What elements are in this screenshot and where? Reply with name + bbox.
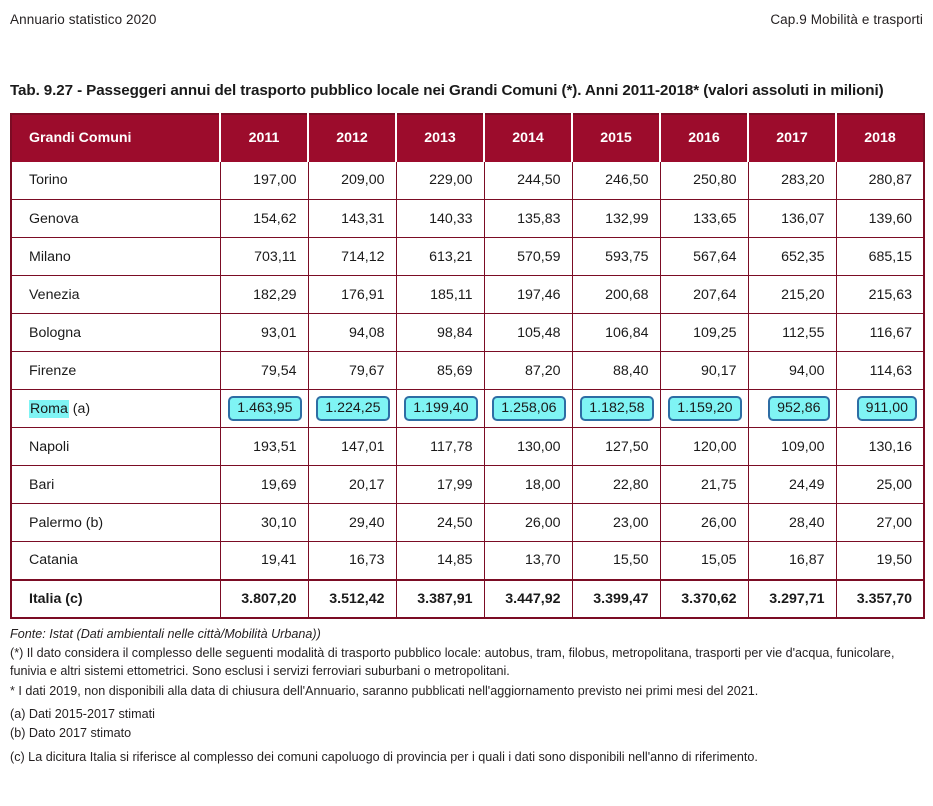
data-cell: 79,54	[220, 352, 308, 390]
note-asterisk-2: * I dati 2019, non disponibili alla data di chiusura dell'Annuario, saranno pubblicati nell'aggiornamento previsto nei primi mesi del 2021.	[10, 683, 759, 698]
row-label-napoli: Napoli	[11, 428, 220, 466]
highlighted-value-box: 1.258,06	[492, 396, 565, 421]
running-head	[10, 0, 923, 34]
row-label-torino: Torino	[11, 162, 220, 200]
data-cell: 19,50	[836, 542, 924, 580]
row-label-footnote-marker: (a)	[68, 400, 91, 417]
data-cell: 246,50	[572, 162, 660, 200]
data-cell: 3.512,42	[308, 580, 396, 618]
data-cell: 22,80	[572, 466, 660, 504]
data-cell: 19,69	[220, 466, 308, 504]
data-cell: 109,00	[748, 428, 836, 466]
table-row	[11, 542, 924, 580]
data-cell: 215,63	[836, 276, 924, 314]
data-cell: 23,00	[572, 504, 660, 542]
data-cell: 136,07	[748, 200, 836, 238]
data-cell: 140,33	[396, 200, 484, 238]
data-cell: 197,00	[220, 162, 308, 200]
data-cell: 197,46	[484, 276, 572, 314]
running-head-left: Annuario statistico 2020	[10, 12, 157, 27]
table-body	[11, 162, 924, 618]
data-cell: 652,35	[748, 238, 836, 276]
passengers-table	[10, 113, 925, 619]
row-label-catania: Catania	[11, 542, 220, 580]
data-cell: 3.447,92	[484, 580, 572, 618]
column-header-2018: 2018	[836, 114, 924, 162]
note-b: (b) Dato 2017 stimato	[10, 726, 132, 741]
data-cell: 30,10	[220, 504, 308, 542]
data-cell: 570,59	[484, 238, 572, 276]
data-cell: 685,15	[836, 238, 924, 276]
data-cell: 143,31	[308, 200, 396, 238]
row-label-milano: Milano	[11, 238, 220, 276]
data-cell: 283,20	[748, 162, 836, 200]
data-cell: 147,01	[308, 428, 396, 466]
data-cell: 703,11	[220, 238, 308, 276]
table-row	[11, 200, 924, 238]
data-cell: 106,84	[572, 314, 660, 352]
table-header	[11, 114, 924, 162]
data-cell: 154,62	[220, 200, 308, 238]
data-cell: 133,65	[660, 200, 748, 238]
data-cell: 16,73	[308, 542, 396, 580]
data-cell: 116,67	[836, 314, 924, 352]
data-cell: 229,00	[396, 162, 484, 200]
row-label-genova: Genova	[11, 200, 220, 238]
data-cell: 207,64	[660, 276, 748, 314]
data-cell: 3.807,20	[220, 580, 308, 618]
data-cell: 593,75	[572, 238, 660, 276]
row-label-venezia: Venezia	[11, 276, 220, 314]
data-cell: 18,00	[484, 466, 572, 504]
data-cell: 87,20	[484, 352, 572, 390]
column-header-2011: 2011	[220, 114, 308, 162]
row-label-firenze: Firenze	[11, 352, 220, 390]
data-cell: 90,17	[660, 352, 748, 390]
table-row	[11, 580, 924, 618]
data-cell: 193,51	[220, 428, 308, 466]
row-label-italiac: Italia (c)	[11, 580, 220, 618]
data-cell	[484, 390, 572, 428]
data-cell: 94,08	[308, 314, 396, 352]
data-cell: 3.387,91	[396, 580, 484, 618]
data-cell: 109,25	[660, 314, 748, 352]
column-header-2014: 2014	[484, 114, 572, 162]
data-cell	[836, 390, 924, 428]
row-label-bari: Bari	[11, 466, 220, 504]
column-header-2012: 2012	[308, 114, 396, 162]
data-cell: 13,70	[484, 542, 572, 580]
column-header-2013: 2013	[396, 114, 484, 162]
row-label-roma	[11, 390, 220, 428]
data-cell: 29,40	[308, 504, 396, 542]
highlighted-value-box: 1.199,40	[404, 396, 477, 421]
data-cell: 112,55	[748, 314, 836, 352]
data-cell: 567,64	[660, 238, 748, 276]
note-c: (c) La dicitura Italia si riferisce al complesso dei comuni capoluogo di provincia per i quali i dati sono disponibili nell'anno di riferimento.	[10, 749, 758, 764]
data-cell: 26,00	[660, 504, 748, 542]
highlighted-value-box: 1.224,25	[316, 396, 389, 421]
note-a: (a) Dati 2015-2017 stimati	[10, 707, 155, 722]
data-cell: 19,41	[220, 542, 308, 580]
data-cell: 200,68	[572, 276, 660, 314]
data-cell: 182,29	[220, 276, 308, 314]
data-cell: 3.370,62	[660, 580, 748, 618]
data-cell: 132,99	[572, 200, 660, 238]
data-cell: 17,99	[396, 466, 484, 504]
data-cell: 105,48	[484, 314, 572, 352]
data-cell: 130,00	[484, 428, 572, 466]
data-cell: 120,00	[660, 428, 748, 466]
data-cell: 130,16	[836, 428, 924, 466]
data-cell: 3.399,47	[572, 580, 660, 618]
data-cell: 127,50	[572, 428, 660, 466]
data-cell: 244,50	[484, 162, 572, 200]
data-cell	[396, 390, 484, 428]
data-cell: 215,20	[748, 276, 836, 314]
data-cell: 85,69	[396, 352, 484, 390]
data-cell: 79,67	[308, 352, 396, 390]
data-cell: 16,87	[748, 542, 836, 580]
table-row	[11, 314, 924, 352]
data-cell: 209,00	[308, 162, 396, 200]
table-row	[11, 238, 924, 276]
data-cell: 24,49	[748, 466, 836, 504]
note-asterisk-1: (*) Il dato considera il complesso delle seguenti modalità di trasporto pubblico locale: autobus, tram, filobus, metropolitana, trasporti per vie d'acqua, funicolare, funivia e altri sistemi ettometrici. Sono esclusi i servizi ferroviari suburbani o metropolitani.	[10, 645, 895, 679]
data-cell: 88,40	[572, 352, 660, 390]
data-cell	[572, 390, 660, 428]
data-cell	[308, 390, 396, 428]
running-head-right: Cap.9 Mobilità e trasporti	[770, 12, 923, 27]
table-row	[11, 352, 924, 390]
highlighted-value-box: 1.182,58	[580, 396, 653, 421]
data-cell: 14,85	[396, 542, 484, 580]
data-cell: 280,87	[836, 162, 924, 200]
column-header-2016: 2016	[660, 114, 748, 162]
data-cell: 139,60	[836, 200, 924, 238]
data-cell: 20,17	[308, 466, 396, 504]
column-header-2015: 2015	[572, 114, 660, 162]
note-source: Fonte: Istat (Dati ambientali nelle città/Mobilità Urbana))	[10, 626, 321, 641]
data-cell: 26,00	[484, 504, 572, 542]
data-cell: 94,00	[748, 352, 836, 390]
table-caption: Tab. 9.27 - Passeggeri annui del trasporto pubblico locale nei Grandi Comuni (*). Anni 2011-2018* (valori assoluti in milioni)	[10, 82, 884, 99]
data-cell: 185,11	[396, 276, 484, 314]
table-notes	[10, 625, 923, 767]
data-cell: 135,83	[484, 200, 572, 238]
data-cell	[660, 390, 748, 428]
row-label-palermob: Palermo (b)	[11, 504, 220, 542]
table-row	[11, 162, 924, 200]
data-cell: 24,50	[396, 504, 484, 542]
data-cell	[220, 390, 308, 428]
data-cell: 250,80	[660, 162, 748, 200]
table-row	[11, 504, 924, 542]
data-cell	[748, 390, 836, 428]
highlighted-value-box: 952,86	[768, 396, 829, 421]
data-cell: 93,01	[220, 314, 308, 352]
table-row	[11, 428, 924, 466]
highlighted-value-box: 1.159,20	[668, 396, 741, 421]
data-cell: 114,63	[836, 352, 924, 390]
data-cell: 714,12	[308, 238, 396, 276]
data-cell: 27,00	[836, 504, 924, 542]
highlighted-city-label: Roma	[30, 400, 68, 417]
column-header-name: Grandi Comuni	[11, 114, 220, 162]
data-cell: 3.357,70	[836, 580, 924, 618]
highlighted-value-box: 1.463,95	[228, 396, 301, 421]
table-header-row	[11, 114, 924, 162]
table-row	[11, 466, 924, 504]
data-cell: 25,00	[836, 466, 924, 504]
data-cell: 613,21	[396, 238, 484, 276]
highlighted-value-box: 911,00	[857, 396, 917, 421]
column-header-2017: 2017	[748, 114, 836, 162]
data-cell: 15,50	[572, 542, 660, 580]
table-row	[11, 276, 924, 314]
data-cell: 15,05	[660, 542, 748, 580]
data-cell: 98,84	[396, 314, 484, 352]
data-cell: 117,78	[396, 428, 484, 466]
data-cell: 21,75	[660, 466, 748, 504]
data-cell: 176,91	[308, 276, 396, 314]
table-row	[11, 390, 924, 428]
row-label-bologna: Bologna	[11, 314, 220, 352]
data-cell: 3.297,71	[748, 580, 836, 618]
data-cell: 28,40	[748, 504, 836, 542]
